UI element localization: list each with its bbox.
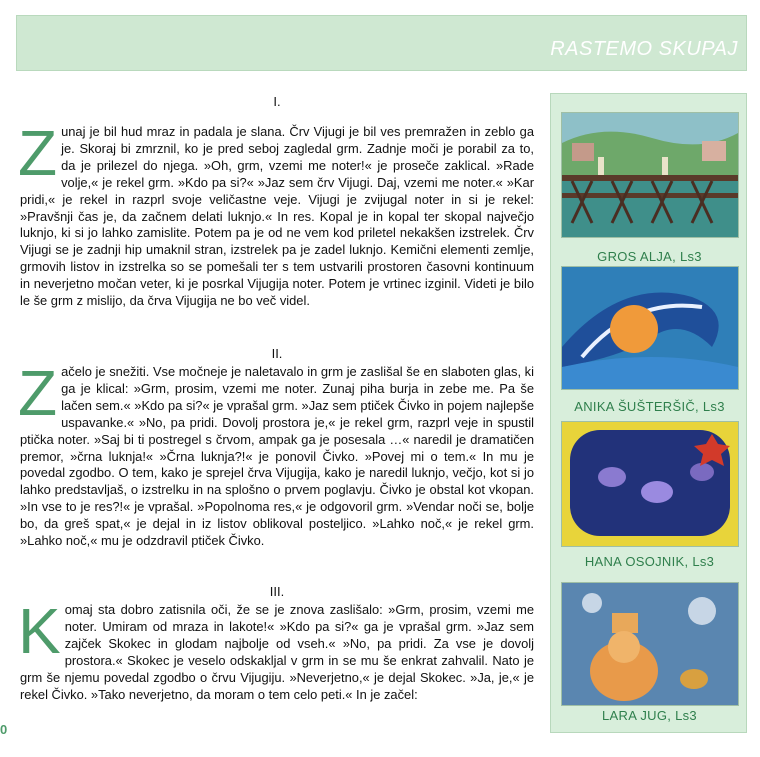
section-text <box>18 357 534 550</box>
story-section-3 <box>20 584 534 703</box>
section-text <box>18 117 534 310</box>
art-gallery-sidebar <box>550 93 747 733</box>
story-section-2 <box>20 346 534 550</box>
bridge-painting <box>561 112 739 238</box>
drop-cap: Z <box>18 357 58 429</box>
art-caption: GROS ALJA, Ls3 <box>597 249 702 264</box>
art-caption: HANA OSOJNIK, Ls3 <box>584 554 715 569</box>
figure-painting <box>561 582 739 706</box>
section-body: omaj sta dobro zatisnila oči, že se je znova zaslišalo: »Grm, prosim, vzemi me noter. Umiram od mraza in lakote!« »Kdo pa si?« ga je vprašal grm. »Jaz sem zajček Skokec in glodam najbolje od vseh.« »No, pa pridi. Za vse je dovolj prostora.« Skokec je veselo odskakljal v grm in se mu še enkrat zahvalil. Nato je grm še njemu povedal zgodbo o črvu Vijugiju. »Neverjetno,« je dejal Skokec. »Ja, je,« je rekel Čivko. »Tako neverjetno, da moram o tem celo peti.« In je začel: <box>20 602 534 702</box>
art-caption: ANIKA ŠUŠTERŠIČ, Ls3 <box>574 399 725 414</box>
section-body: ačelo je snežiti. Vse močneje je naletavalo in grm je zaslišal še en slaboten glas, ki ga je klical: »Grm, prosim, vzemi me noter. Zunaj piha burja in zebe me. Pa še lačen sem.« »Kdo pa si?« je vprašal grm. »Jaz sem ptiček Čivko in pojem najlepše uspavanke.« »No, pa pridi. Dovolj prostora je,« je rekel grm, razprl veje in spustil ptička noter. »Saj bi ti postregel s črvom, ampak ga je posesala …« naredil je dramatičen premor, »črna luknja!« »Črna luknja?!« je ponovil Čivko. »Povej mi o tem.« In mu je povedal zgodbo. O tem, kako je sprejel črva Vijugija, kako je naredil luknjo, večjo, kot si jo lahko predstavljaš, o izstrelku in na splošno o prvem poglavju. Čivko je obstal kot vkopan. »In vse to je res?!« je vprašal. »Popolnoma res,« je odgovoril grm. »Vendar noči se, bolje bo, da greš spat,« je dejal in iz listov oblikoval posteljico. »Lahko noč,« je rekel grm. »Lahko noč,« mu je odzdravil ptiček Čivko. <box>20 364 534 549</box>
section-body: unaj je bil hud mraz in padala je slana. Črv Vijugi je bil ves premražen in zeblo ga je. Skoraj bi zmrznil, ko je pred seboj zagledal grm. Zadnje moči je porabil za to, da je prilezel do njega. »Oh, grm, vzemi me noter!« je proseče zaklical. »Rade volje,« je rekel grm. »Kdo pa si?« »Jaz sem črv Vijugi. Daj, vzemi me noter.« »Kar pridi,« je rekel in razprl svoje veličastne veje. Vijugi je zvijugal noter in si je rekel: »Pravšnji čas je, da začnem delati luknjo.« In res. Kopal je in kopal ter skopal največjo luknjo, ki si jo lahko zamislite. Potem pa je od ne vem kod priletel nekakšen izstrelek. Črv Vijugi se je zadnji hip umaknil stran, izstrelek pa je zadel luknjo. Kemični elementi zemlje, grmovih listov in izstrelka so se pomešali ter s tem ustvarili prostoren časovni kontinuum in neverjetno močan veter, ki je posrkal Vijugija noter. Potem je vrtinec izginil. Videti je bilo le še grm z mislijo, da črva Vijugija ne bo več videl. <box>20 124 534 309</box>
page-number: 0 <box>0 722 8 737</box>
drop-cap: K <box>18 595 61 667</box>
wave-painting <box>561 266 739 390</box>
jellyfish-painting <box>561 421 739 547</box>
section-numeral: II. <box>271 346 283 361</box>
section-numeral: III. <box>269 584 285 599</box>
header-banner <box>16 15 747 71</box>
section-text <box>18 595 534 703</box>
header-title: RASTEMO SKUPAJ <box>550 38 738 60</box>
story-section-1 <box>20 94 534 310</box>
art-caption: LARA JUG, Ls3 <box>602 708 697 723</box>
section-numeral: I. <box>273 94 281 109</box>
drop-cap: Z <box>18 117 58 189</box>
